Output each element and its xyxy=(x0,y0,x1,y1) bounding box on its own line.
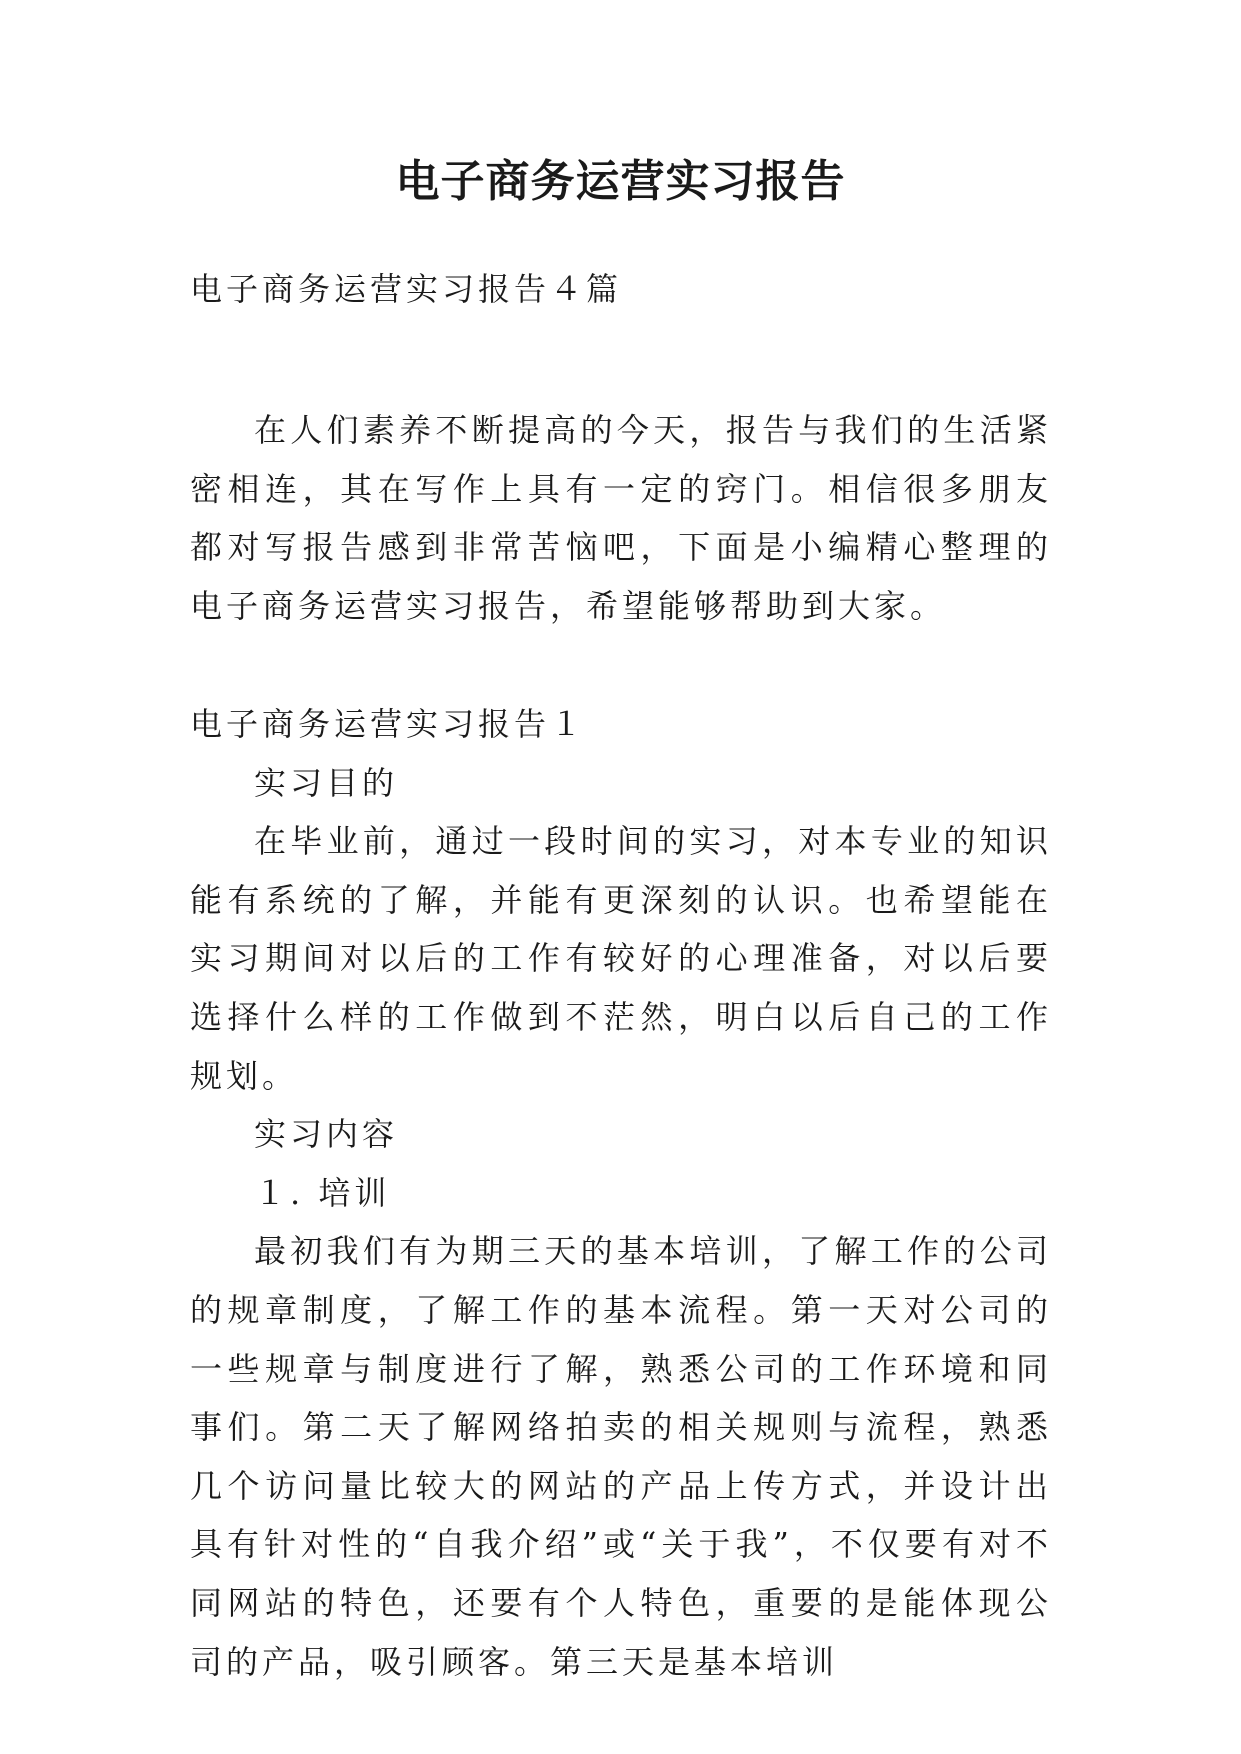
document-title: 电子商务运营实习报告 xyxy=(395,156,846,207)
training-heading: １. 培训 xyxy=(254,1173,391,1212)
content-heading: 实习内容 xyxy=(254,1115,399,1154)
intro-paragraph: 在人们素养不断提高的今天，报告与我们的生活紧密相连，其在写作上具有一定的窍门。相信很多朋友都对写报告感到非常苦恼吧，下面是小编精心整理的电子商务运营实习报告，希望能够帮助到大家。 xyxy=(190,411,1052,625)
purpose-heading: 实习目的 xyxy=(254,763,399,802)
report-1-section xyxy=(190,695,1052,1691)
intro-section xyxy=(190,401,1052,635)
purpose-paragraph: 在毕业前，通过一段时间的实习，对本专业的知识能有系统的了解，并能有更深刻的认识。也希望能在实习期间对以后的工作有较好的心理准备，对以后要选择什么样的工作做到不茫然，明白以后自己的工作规划。 xyxy=(190,822,1052,1095)
document-subtitle: 电子商务运营实习报告４篇 xyxy=(190,270,623,308)
report-1-heading: 电子商务运营实习报告１ xyxy=(190,705,587,743)
training-paragraph: 最初我们有为期三天的基本培训，了解工作的公司的规章制度，了解工作的基本流程。第一天对公司的一些规章与制度进行了解，熟悉公司的工作环境和同事们。第二天了解网络拍卖的相关规则与流程，熟悉几个访问量比较大的网站的产品上传方式，并设计出具有针对性的“自我介绍”或“关于我”，不仅要有对不同网站的特色，还要有个人特色，重要的是能体现公司的产品，吸引顾客。第三天是基本培训 xyxy=(190,1232,1052,1681)
